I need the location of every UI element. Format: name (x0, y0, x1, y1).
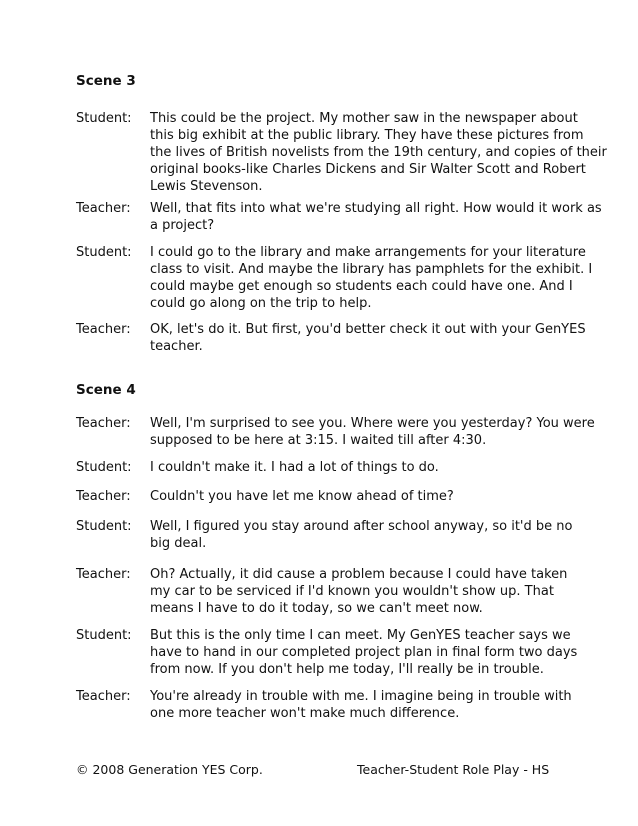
speech-line: a project? (150, 218, 215, 233)
speaker-label: Teacher: (76, 567, 131, 582)
scene-3-title: Scene 3 (76, 73, 136, 89)
speech-line: my car to be serviced if I'd known you wouldn't show up. That (150, 584, 554, 599)
speech-line: this big exhibit at the public library. They have these pictures from (150, 128, 584, 143)
speech-line: supposed to be here at 3:15. I waited till after 4:30. (150, 433, 487, 448)
speech-line: Well, that fits into what we're studying all right. How would it work as (150, 201, 602, 216)
speech-text (150, 459, 565, 476)
speaker-label: Teacher: (76, 416, 131, 431)
speech-text (150, 627, 578, 678)
speaker-label: Student: (76, 519, 132, 534)
speaker-label: Teacher: (76, 689, 131, 704)
speech-line: big deal. (150, 536, 207, 551)
scene-4-title: Scene 4 (76, 382, 136, 398)
speech-line: original books-like Charles Dickens and Sir Walter Scott and Robert (150, 162, 586, 177)
speech-line: Well, I'm surprised to see you. Where were you yesterday? You were (150, 416, 595, 431)
speech-line: one more teacher won't make much difference. (150, 706, 460, 721)
speaker-label: Student: (76, 628, 132, 643)
speech-text (150, 200, 602, 234)
speech-line: I could go to the library and make arrangements for your literature (150, 245, 586, 260)
speech-line: means I have to do it today, so we can't meet now. (150, 601, 483, 616)
speech-text (150, 688, 572, 722)
speech-line: could maybe get enough so students each could have one. And I (150, 279, 573, 294)
speech-line: Well, I figured you stay around after school anyway, so it'd be no (150, 519, 573, 534)
speech-line: This could be the project. My mother saw in the newspaper about (150, 111, 578, 126)
speech-line: You're already in trouble with me. I imagine being in trouble with (150, 689, 572, 704)
speech-line: the lives of British novelists from the 19th century, and copies of their (150, 145, 607, 160)
speech-text (150, 321, 586, 355)
speech-text (150, 244, 593, 312)
speaker-label: Student: (76, 460, 132, 475)
footer-doc-title: Teacher-Student Role Play - HS (357, 762, 550, 777)
speech-text (150, 415, 595, 449)
footer-copyright: © 2008 Generation YES Corp. (76, 762, 263, 777)
speech-line: Oh? Actually, it did cause a problem because I could have taken (150, 567, 568, 582)
speech-text (150, 488, 565, 505)
speech-line: Couldn't you have let me know ahead of time? (150, 489, 454, 504)
speech-line: class to visit. And maybe the library has pamphlets for the exhibit. I (150, 262, 593, 277)
speech-line: could go along on the trip to help. (150, 296, 372, 311)
speech-line: But this is the only time I can meet. My GenYES teacher says we (150, 628, 571, 643)
speech-text (150, 518, 573, 552)
speech-line: have to hand in our completed project plan in final form two days (150, 645, 578, 660)
speech-line: Lewis Stevenson. (150, 179, 263, 194)
speaker-label: Teacher: (76, 489, 131, 504)
speaker-label: Teacher: (76, 322, 131, 337)
speaker-label: Student: (76, 111, 132, 126)
speech-line: from now. If you don't help me today, I'll really be in trouble. (150, 662, 544, 677)
speech-line: teacher. (150, 339, 203, 354)
speech-line: OK, let's do it. But first, you'd better check it out with your GenYES (150, 322, 586, 337)
speech-text (150, 110, 607, 195)
speech-text (150, 566, 568, 617)
speaker-label: Teacher: (76, 201, 131, 216)
speech-line: I couldn't make it. I had a lot of things to do. (150, 460, 439, 475)
speaker-label: Student: (76, 245, 132, 260)
